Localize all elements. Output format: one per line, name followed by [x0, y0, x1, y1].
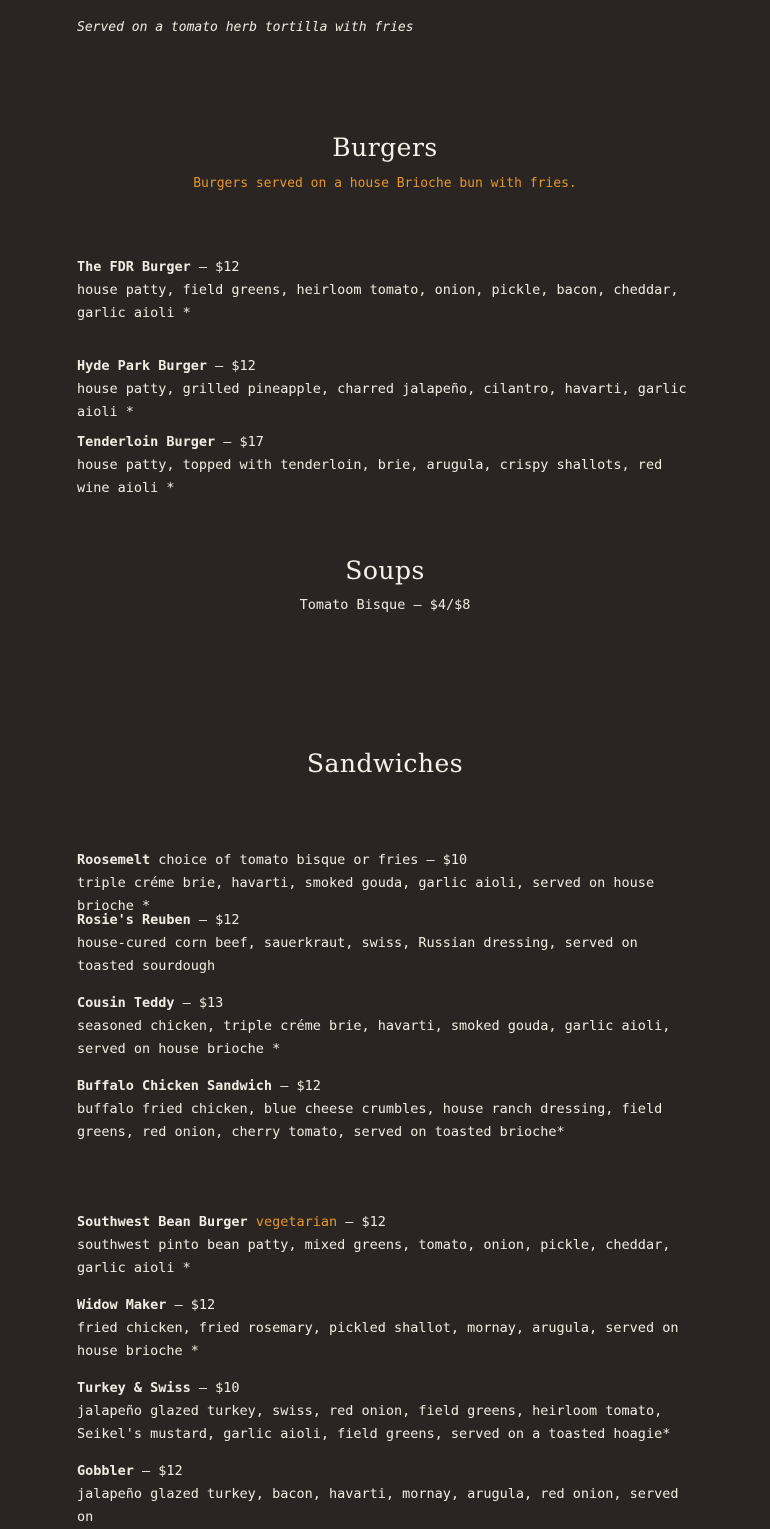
section-title-burgers: Burgers	[332, 133, 438, 162]
intro-note: Served on a tomato herb tortilla with fries	[77, 20, 414, 35]
menu-item	[77, 1460, 692, 1529]
item-name: Tenderloin Burger	[77, 434, 216, 450]
item-name: Turkey & Swiss	[77, 1380, 191, 1396]
item-price: – $12	[337, 1214, 386, 1230]
menu-item	[77, 431, 692, 500]
item-description: house-cured corn beef, sauerkraut, swiss, Russian dressing, served on toasted sourdough	[77, 935, 638, 974]
item-description: house patty, field greens, heirloom tomato, onion, pickle, bacon, cheddar, garlic aioli *	[77, 282, 679, 321]
burgers-note: Burgers served on a house Brioche bun with fries.	[193, 176, 577, 191]
item-price: – $12	[190, 259, 240, 275]
item-name: Roosemelt	[77, 852, 151, 868]
item-name: The FDR Burger	[77, 259, 191, 275]
item-price: choice of tomato bisque or fries – $10	[150, 852, 468, 868]
menu-item	[77, 1377, 692, 1446]
menu-item	[77, 1075, 692, 1144]
menu-item	[77, 992, 692, 1061]
item-description: buffalo fried chicken, blue cheese crumbles, house ranch dressing, field greens, red onion, cherry tomato, served on toasted brioche*	[77, 1101, 663, 1140]
item-name: Buffalo Chicken Sandwich	[77, 1078, 273, 1094]
menu-item	[77, 849, 692, 918]
menu-item	[77, 355, 692, 424]
item-price: – $10	[190, 1380, 240, 1396]
item-name: Southwest Bean Burger	[77, 1214, 248, 1230]
item-price: – $12	[133, 1463, 183, 1479]
section-title-soups: Soups	[345, 556, 425, 585]
menu-item	[77, 1294, 692, 1363]
vegetarian-tag: vegetarian	[255, 1214, 338, 1230]
item-name: Rosie's Reuben	[77, 912, 191, 928]
soup-item: Tomato Bisque – $4/$8	[299, 597, 471, 613]
menu-item	[77, 256, 692, 325]
item-price: – $12	[166, 1297, 216, 1313]
item-description: southwest pinto bean patty, mixed greens, tomato, onion, pickle, cheddar, garlic aioli *	[77, 1237, 671, 1276]
section-title-sandwiches: Sandwiches	[306, 749, 464, 778]
item-name: Cousin Teddy	[77, 995, 175, 1011]
item-price: – $13	[174, 995, 224, 1011]
item-description: house patty, grilled pineapple, charred jalapeño, cilantro, havarti, garlic aioli *	[77, 381, 687, 420]
menu-item	[77, 909, 692, 978]
item-description: house patty, topped with tenderloin, brie, arugula, crispy shallots, red wine aioli *	[77, 457, 663, 496]
item-price: – $12	[207, 358, 256, 374]
item-description: jalapeño glazed turkey, swiss, red onion, field greens, heirloom tomato, Seikel's mustard, garlic aioli, field greens, served on a toasted hoagie*	[77, 1403, 671, 1442]
menu-item	[77, 1211, 692, 1280]
item-price: – $12	[272, 1078, 321, 1094]
item-name: Gobbler	[77, 1463, 134, 1479]
item-description: seasoned chicken, triple créme brie, havarti, smoked gouda, garlic aioli, served on house brioche *	[77, 1018, 671, 1057]
item-description: jalapeño glazed turkey, bacon, havarti, mornay, arugula, red onion, served on	[77, 1486, 679, 1525]
item-name: Widow Maker	[77, 1297, 167, 1313]
item-price: – $12	[190, 912, 240, 928]
item-name: Hyde Park Burger	[77, 358, 208, 374]
item-price: – $17	[215, 434, 264, 450]
item-description: triple créme brie, havarti, smoked gouda, garlic aioli, served on house brioche *	[77, 875, 655, 914]
item-description: fried chicken, fried rosemary, pickled shallot, mornay, arugula, served on house brioche *	[77, 1320, 679, 1359]
